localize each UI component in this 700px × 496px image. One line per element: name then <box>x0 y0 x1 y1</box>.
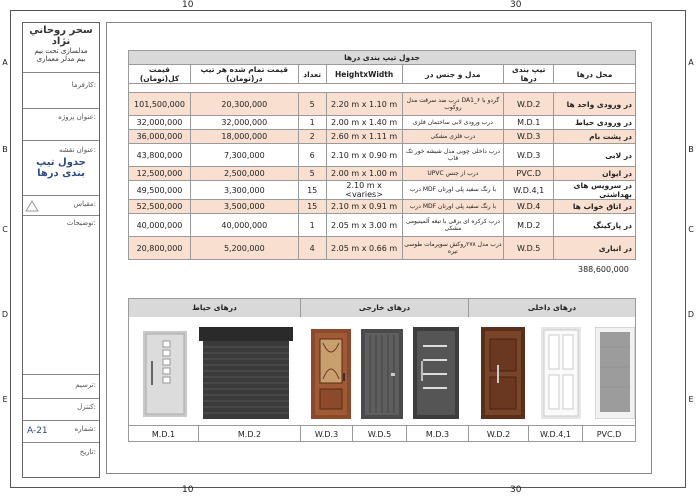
cell-model: درب مدل ۲۷۸روکش سوپرمات طوسی تیره <box>402 237 504 260</box>
gallery-label: W.D.5 <box>353 425 407 442</box>
cell-count: 5 <box>298 167 326 181</box>
cell-type: M.D.2 <box>504 214 554 237</box>
cell-total: 12,500,000 <box>129 167 191 181</box>
cell-total: 20,800,000 <box>129 237 191 260</box>
table-row <box>129 237 636 260</box>
cell-type: W.D.3 <box>504 130 554 144</box>
ruler-letter: B <box>688 145 694 154</box>
grand-total: 388,600,000 <box>578 265 629 274</box>
door-image-pvcd <box>595 327 635 419</box>
cell-count: 15 <box>298 200 326 214</box>
header-type: تیپ بندی درها <box>504 65 554 84</box>
cell-total: 101,500,000 <box>129 93 191 116</box>
gallery-label: PVC.D <box>583 425 635 442</box>
sheet-title-field <box>23 144 99 196</box>
ruler-letter: C <box>2 225 8 234</box>
sheet-title: جدول تیپ بندی درها <box>36 157 86 179</box>
cell-location: در سرویس های بهداشتی <box>554 181 636 200</box>
gallery-label: M.D.1 <box>129 425 199 442</box>
cell-count: 2 <box>298 130 326 144</box>
table-caption: جدول تیپ بندی درها <box>129 51 636 65</box>
cell-total: 52,500,000 <box>129 200 191 214</box>
cell-location: در پشت بام <box>554 130 636 144</box>
cell-unit-price: 2,500,000 <box>190 167 298 181</box>
header-dimensions: HeightxWidth <box>326 65 402 84</box>
ruler-letter: C <box>688 225 694 234</box>
cell-type: W.D.4 <box>504 200 554 214</box>
cell-dimensions: 2.05 m x 3.00 m <box>326 214 402 237</box>
cell-dimensions: 2.10 m x 0.90 m <box>326 144 402 167</box>
cell-dimensions: 2.10 m x 0.91 m <box>326 200 402 214</box>
door-image-md1 <box>143 331 187 417</box>
designer-block <box>23 23 99 73</box>
cell-location: در پارکینگ <box>554 214 636 237</box>
table-row <box>129 130 636 144</box>
sheet-number-field <box>23 423 99 443</box>
right-ruler <box>686 10 696 488</box>
cell-model: درب ورودی لابی ساختمان فلزی <box>402 116 504 130</box>
cell-dimensions: 2.05 m x 0.66 m <box>326 237 402 260</box>
header-unit-price: قیمت تمام شده هر تیپ در(تومان) <box>190 65 298 84</box>
cell-type: M.D.1 <box>504 116 554 130</box>
cell-type: W.D.3 <box>504 144 554 167</box>
scale-label: مقیاس: <box>73 200 96 208</box>
ruler-number: 10 <box>182 485 194 495</box>
cell-type: W.D.4,1 <box>504 181 554 200</box>
cell-location: در لابی <box>554 144 636 167</box>
cell-dimensions: 2.60 m x 1.11 m <box>326 130 402 144</box>
ruler-letter: D <box>687 310 695 319</box>
designer-role: مدلسازی تحت بیم <box>34 47 88 55</box>
door-image-wd5 <box>361 329 403 419</box>
bottom-ruler <box>10 486 686 496</box>
cell-unit-price: 3,300,000 <box>190 181 298 200</box>
cell-dimensions: 2.20 m x 1.10 m <box>326 93 402 116</box>
table-row <box>129 144 636 167</box>
cell-count: 1 <box>298 116 326 130</box>
cell-total: 49,500,000 <box>129 181 191 200</box>
cell-location: در اتاق خواب ها <box>554 200 636 214</box>
designer-name: سحر روحاني نژاد <box>29 25 93 47</box>
gallery-label: M.D.2 <box>199 425 301 442</box>
ruler-number: 30 <box>510 485 522 495</box>
cell-unit-price: 20,300,000 <box>190 93 298 116</box>
cell-location: در انباری <box>554 237 636 260</box>
door-image-wd3 <box>311 329 351 419</box>
table-row <box>129 181 636 200</box>
gallery-group-interior: درهای داخلی <box>469 299 635 317</box>
cell-count: 4 <box>298 237 326 260</box>
door-image-md3 <box>413 327 459 419</box>
cell-unit-price: 40,000,000 <box>190 214 298 237</box>
cell-total: 36,000,000 <box>129 130 191 144</box>
gallery-label: W.D.4,1 <box>529 425 583 442</box>
title-block <box>22 22 100 478</box>
cell-count: 1 <box>298 214 326 237</box>
door-gallery <box>128 298 636 442</box>
sheet-number: A-21 <box>27 426 48 436</box>
table-row <box>129 214 636 237</box>
gallery-label: W.D.3 <box>301 425 353 442</box>
door-image-wd2 <box>481 327 525 419</box>
door-image-md2 <box>199 327 293 419</box>
top-ruler <box>10 0 686 10</box>
cell-model: گردو با ۶_DA1 درب ضد سرقت مدل روکوب <box>402 93 504 116</box>
ruler-letter: E <box>688 395 694 404</box>
ruler-number: 10 <box>182 0 194 10</box>
header-total: قیمت کل(تومان) <box>129 65 191 84</box>
cell-count: 6 <box>298 144 326 167</box>
cell-count: 5 <box>298 93 326 116</box>
date-field: تاریخ: <box>79 448 96 456</box>
cell-model: درب کرکره ای برقی با تیغه آلمینیومی مشکی <box>402 214 504 237</box>
cell-total: 43,800,000 <box>129 144 191 167</box>
designer-role: بیم مدلر معماری <box>36 55 86 63</box>
cell-location: در ورودی حیاط <box>554 116 636 130</box>
header-count: تعداد <box>298 65 326 84</box>
cell-model: درب از جنس UPVC <box>402 167 504 181</box>
table-row <box>129 167 636 181</box>
header-model: مدل و جنس در <box>402 65 504 84</box>
cell-location: در ایوان <box>554 167 636 181</box>
notes-field: توضیحات: <box>23 217 99 375</box>
table-row <box>129 93 636 116</box>
ruler-letter: B <box>2 145 8 154</box>
table-header-row <box>129 65 636 84</box>
cell-total: 32,000,000 <box>129 116 191 130</box>
sheet-number-label: شماره: <box>74 425 96 433</box>
cell-dimensions: 2.10 m x <varies> <box>326 181 402 200</box>
door-image-wd41 <box>541 327 581 419</box>
cell-total: 40,000,000 <box>129 214 191 237</box>
cell-dimensions: 2.00 m x 1.40 m <box>326 116 402 130</box>
cell-model: درب فلزی مشکی <box>402 130 504 144</box>
cell-model: درب داخلی چوبی مدل شیشه خور تک قاب <box>402 144 504 167</box>
cell-type: W.D.2 <box>504 93 554 116</box>
cell-unit-price: 7,300,000 <box>190 144 298 167</box>
cell-model: با رنگ سفید پلی اورتان MDF درب <box>402 181 504 200</box>
cell-type: PVC.D <box>504 167 554 181</box>
gallery-label: M.D.3 <box>407 425 469 442</box>
ruler-letter: D <box>1 310 9 319</box>
gallery-group-exterior: درهای خارجی <box>301 299 469 317</box>
left-ruler <box>0 10 10 488</box>
cell-unit-price: 32,000,000 <box>190 116 298 130</box>
header-location: محل درها <box>554 65 636 84</box>
north-arrow-icon <box>25 200 39 212</box>
drawn-by-field: ترسیم: <box>23 379 99 399</box>
project-field: عنوان پروژه: <box>23 111 99 141</box>
employer-field: کارفرما: <box>23 79 99 109</box>
table-row <box>129 116 636 130</box>
cell-unit-price: 3,500,000 <box>190 200 298 214</box>
gallery-group-yard: درهای حیاط <box>129 299 301 317</box>
ruler-number: 30 <box>510 0 522 10</box>
cell-unit-price: 5,200,000 <box>190 237 298 260</box>
cell-dimensions: 2.00 m x 1.00 m <box>326 167 402 181</box>
ruler-letter: A <box>688 58 694 67</box>
cell-type: W.D.5 <box>504 237 554 260</box>
table-row <box>129 200 636 214</box>
door-schedule-table <box>128 50 636 260</box>
gallery-label: W.D.2 <box>469 425 529 442</box>
scale-field <box>23 198 99 216</box>
ruler-letter: E <box>2 395 8 404</box>
checked-by-field: کنترل: <box>23 401 99 421</box>
cell-model: با رنگ سفید پلی اورتان MDF درب <box>402 200 504 214</box>
sheet-title-label: عنوان نقشه: <box>58 146 96 154</box>
cell-location: در ورودی واحد ها <box>554 93 636 116</box>
cell-count: 15 <box>298 181 326 200</box>
cell-unit-price: 18,000,000 <box>190 130 298 144</box>
ruler-letter: A <box>2 58 8 67</box>
